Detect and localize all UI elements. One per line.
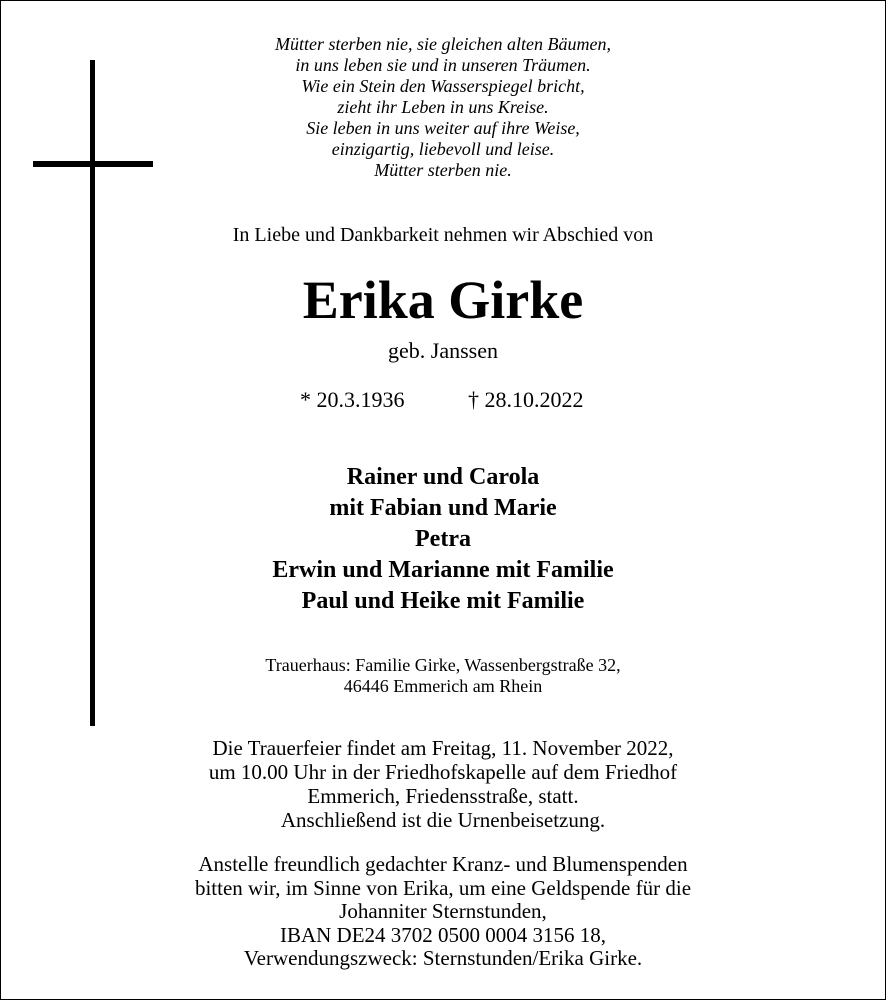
mourner-line: Erwin und Marianne mit Familie xyxy=(272,557,614,583)
poem-line: Wie ein Stein den Wasserspiegel bricht, xyxy=(301,76,585,96)
donation-line: Johanniter Sternstunden, xyxy=(339,899,547,923)
address-line: Trauerhaus: Familie Girke, Wassenbergstraße 32, xyxy=(265,655,621,675)
poem-line: einzigartig, liebevoll und leise. xyxy=(331,139,555,159)
ceremony-line: Emmerich, Friedensstraße, statt. xyxy=(307,784,579,808)
poem-line: Sie leben in uns weiter auf ihre Weise, xyxy=(306,118,580,138)
ceremony-line: Anschließend ist die Urnenbeisetzung. xyxy=(280,808,606,832)
mourner-line: Petra xyxy=(415,526,471,552)
funeral-ceremony-info xyxy=(0,736,886,832)
donation-iban: IBAN DE24 3702 0500 0004 3156 18, xyxy=(279,922,607,947)
ceremony-line: Die Trauerfeier findet am Freitag, 11. November 2022, xyxy=(212,736,674,760)
deceased-name: Erika Girke xyxy=(302,270,584,330)
donation-line: Anstelle freundlich gedachter Kranz- und Blumenspenden xyxy=(198,852,688,876)
donation-request xyxy=(0,853,886,971)
poem-line: zieht ihr Leben in uns Kreise. xyxy=(337,97,549,117)
donation-line: Verwendungszweck: Sternstunden/Erika Girke. xyxy=(243,946,643,970)
death-date: † 28.10.2022 xyxy=(468,387,584,412)
poem-line: in uns leben sie und in unseren Träumen. xyxy=(295,55,591,75)
donation-line: bitten wir, im Sinne von Erika, um eine Geldspende für die xyxy=(194,875,692,900)
mourner-line: mit Fabian und Marie xyxy=(329,495,557,521)
poem-line: Mütter sterben nie. xyxy=(374,160,512,180)
mourning-house-address xyxy=(0,655,886,697)
farewell-intro: In Liebe und Dankbarkeit nehmen wir Abschied von xyxy=(232,224,654,246)
memorial-poem xyxy=(0,34,886,181)
ceremony-line: um 10.00 Uhr in der Friedhofskapelle auf dem Friedhof xyxy=(208,760,678,784)
address-line: 46446 Emmerich am Rhein xyxy=(343,676,543,696)
birth-date: * 20.3.1936 xyxy=(300,387,405,412)
mourners-list xyxy=(0,462,886,617)
mourner-line: Rainer und Carola xyxy=(346,464,540,490)
mourner-line: Paul und Heike mit Familie xyxy=(301,588,585,614)
birth-name: geb. Janssen xyxy=(388,338,498,363)
poem-line: Mütter sterben nie, sie gleichen alten Bäumen, xyxy=(275,34,611,54)
